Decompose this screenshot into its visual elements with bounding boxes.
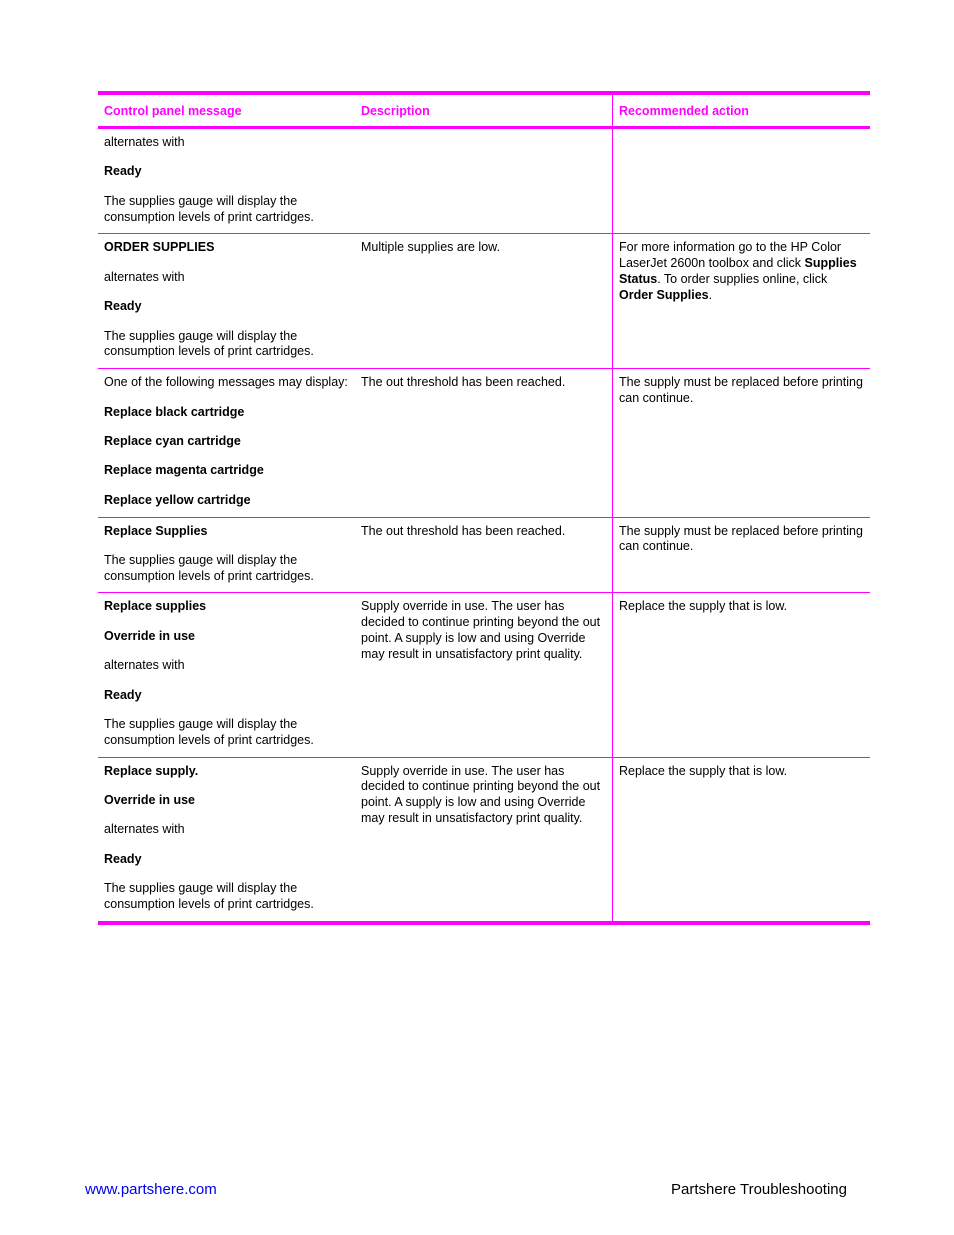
cell-paragraph: Ready	[104, 687, 142, 702]
cell-paragraph: One of the following messages may display:	[104, 375, 348, 390]
cell-paragraph: The out threshold has been reached.	[361, 375, 566, 390]
cell-paragraph: Replace supplies	[104, 599, 207, 614]
cell-paragraph: The supply must be replaced before printing can continue.	[619, 523, 867, 554]
description-cell	[355, 758, 613, 921]
cell-paragraph: Replace Supplies	[104, 523, 208, 538]
footer-website-link[interactable]: www.partshere.com	[85, 1181, 217, 1198]
header-description: Description	[355, 95, 613, 126]
action-cell	[613, 129, 870, 233]
cell-paragraph: Replace black cartridge	[104, 404, 245, 419]
header-control-panel-message: Control panel message	[104, 104, 242, 118]
message-cell	[98, 518, 355, 593]
table-row	[98, 129, 870, 233]
cell-paragraph: alternates with	[104, 135, 185, 149]
footer-section-title: Partshere Troubleshooting	[671, 1181, 847, 1198]
cell-paragraph: Multiple supplies are low.	[361, 240, 500, 255]
cell-paragraph: Replace yellow cartridge	[104, 492, 251, 507]
action-cell	[613, 593, 870, 756]
description-cell	[355, 593, 613, 756]
cell-paragraph: The supplies gauge will display the consumption levels of print cartridges.	[104, 552, 314, 583]
cell-paragraph: The supplies gauge will display the consumption levels of print cartridges.	[104, 193, 314, 224]
cell-paragraph: Override in use	[104, 793, 196, 808]
text-run: Supplies Status	[619, 256, 861, 286]
cell-paragraph: alternates with	[104, 822, 185, 837]
cell-paragraph: Supply override in use. The user has decided to continue printing beyond the out point. A supply is low and using Override may result in unsatisfactory print quality.	[361, 763, 604, 826]
description-cell	[355, 234, 613, 368]
cell-paragraph: Override in use	[104, 628, 196, 643]
action-cell	[613, 234, 870, 368]
cell-paragraph: Replace cyan cartridge	[104, 433, 241, 448]
text-run: .	[708, 287, 713, 302]
cell-paragraph: Ready	[104, 851, 142, 866]
cell-paragraph: The supply must be replaced before printing can continue.	[619, 375, 867, 405]
cell-paragraph: The out threshold has been reached.	[361, 523, 566, 538]
description-cell	[355, 129, 613, 233]
troubleshooting-table	[98, 91, 870, 925]
cell-paragraph: ORDER SUPPLIES	[104, 240, 215, 255]
table-row	[98, 368, 870, 516]
action-cell	[613, 369, 870, 516]
message-cell	[98, 369, 355, 516]
table-row	[98, 757, 870, 921]
description-cell	[355, 518, 613, 593]
cell-paragraph: Ready	[104, 299, 142, 314]
cell-paragraph: The supplies gauge will display the consumption levels of print cartridges.	[104, 717, 314, 747]
description-cell	[355, 369, 613, 516]
message-cell	[98, 758, 355, 921]
action-cell	[613, 518, 870, 593]
table-row	[98, 517, 870, 593]
cell-paragraph: Replace magenta cartridge	[104, 463, 264, 478]
cell-paragraph: alternates with	[104, 658, 185, 673]
cell-paragraph: Ready	[104, 164, 142, 179]
table-header-row	[98, 95, 870, 129]
message-cell	[98, 234, 355, 368]
message-cell	[98, 129, 355, 233]
header-recommended-action: Recommended action	[619, 104, 749, 118]
text-run: For more information go to the HP Color LaserJet 2600n toolbox and click	[619, 240, 845, 271]
table-row	[98, 592, 870, 756]
table-body	[98, 129, 870, 921]
text-run: Order Supplies	[619, 287, 709, 302]
cell-paragraph: alternates with	[104, 269, 185, 284]
cell-paragraph: Replace the supply that is low.	[619, 599, 788, 614]
cell-paragraph: Supply override in use. The user has decided to continue printing beyond the out point. A supply is low and using Override may result in unsatisfactory print quality.	[361, 599, 604, 661]
cell-paragraph: The supplies gauge will display the consumption levels of print cartridges.	[104, 328, 314, 359]
table-row	[98, 233, 870, 368]
message-cell	[98, 593, 355, 756]
text-run: . To order supplies online, click	[657, 271, 831, 286]
cell-paragraph	[619, 240, 864, 303]
cell-paragraph: Replace supply.	[104, 763, 199, 778]
cell-paragraph: Replace the supply that is low.	[619, 763, 788, 778]
cell-paragraph: The supplies gauge will display the consumption levels of print cartridges.	[104, 881, 314, 911]
action-cell	[613, 758, 870, 921]
